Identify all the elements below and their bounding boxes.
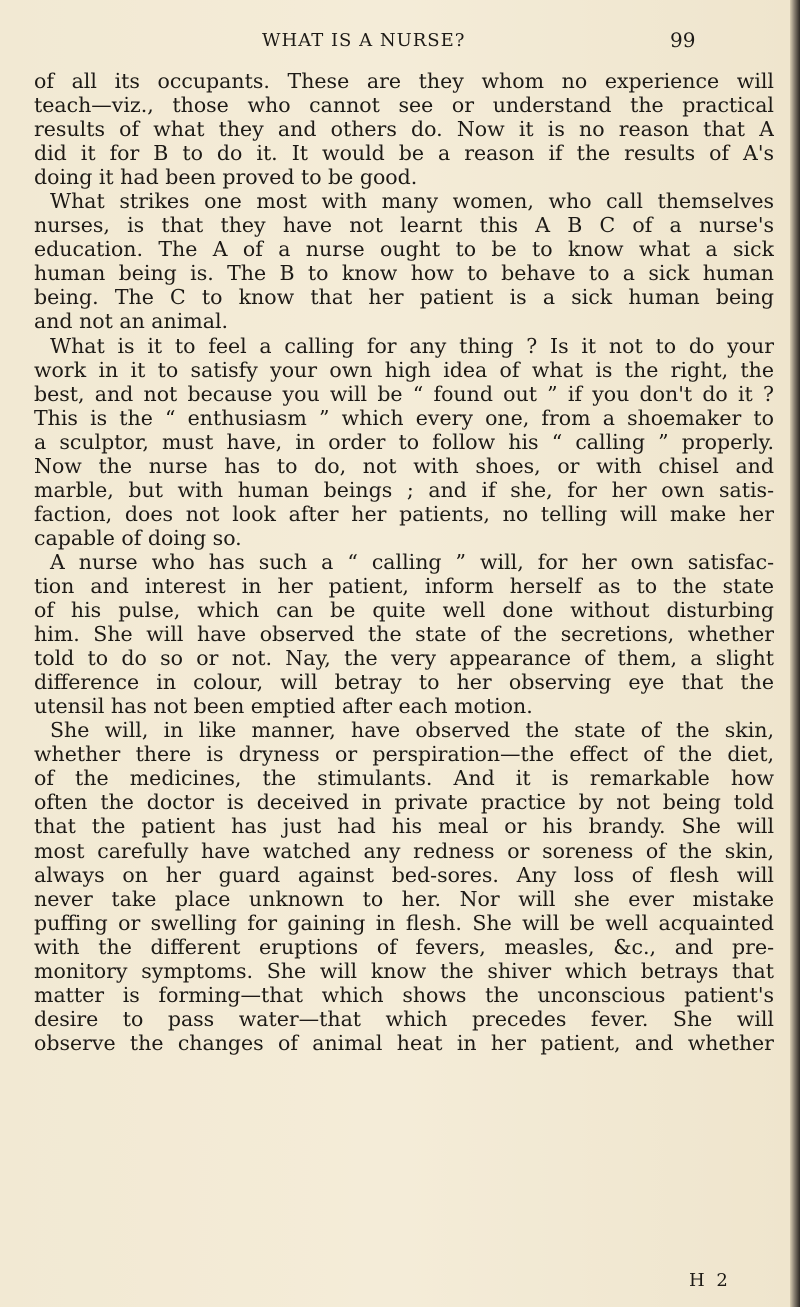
text-line: results of what they and others do. Now it is no reason that A — [34, 117, 774, 142]
text-line: often the doctor is deceived in private practice by not being told — [34, 790, 774, 815]
text-line: work in it to satisfy your own high idea of what is the right, the — [34, 357, 774, 382]
text-line: of his pulse, which can be quite well done without disturbing — [34, 598, 774, 623]
text-line: of all its occupants. These are they whom no experience will — [34, 69, 774, 93]
text-line: What is it to feel a calling for any thing ? Is it not to do your — [50, 333, 774, 358]
text-line: with the different eruptions of fevers, measles, &c., and pre- — [34, 934, 774, 959]
text-line: monitory symptoms. She will know the shiver which betrays that — [34, 958, 774, 983]
text-line: doing it had been proved to be good. — [34, 165, 418, 190]
text-line: This is the “ enthusiasm ” which every one, from a shoemaker to — [34, 405, 774, 430]
text-line: being. The C to know that her patient is a sick human being — [34, 285, 774, 310]
signature-mark: H 2 — [689, 1270, 731, 1291]
text-line: matter is forming—that which shows the unconscious patient's — [34, 982, 774, 1007]
running-title: WHAT IS A NURSE? — [262, 30, 466, 51]
text-line: a sculptor, must have, in order to follow his “ calling ” properly. — [34, 429, 774, 454]
text-line: puffing or swelling for gaining in flesh. She will be well acquainted — [34, 910, 774, 935]
text-line: A nurse who has such a “ calling ” will, for her own satisfac- — [50, 549, 774, 574]
text-line: and not an animal. — [34, 309, 229, 334]
text-line: that the patient has just had his meal or his brandy. She will — [34, 814, 774, 839]
page-edge-shadow — [790, 0, 800, 1307]
text-line: never take place unknown to her. Nor will she ever mistake — [34, 886, 774, 911]
text-line: education. The A of a nurse ought to be to know what a sick — [34, 237, 774, 262]
body-text — [34, 69, 774, 1055]
text-line: nurses, is that they have not learnt this A B C of a nurse's — [34, 213, 774, 238]
text-line: teach—viz., those who cannot see or understand the practical — [34, 93, 774, 118]
text-line: told to do so or not. Nay, the very appearance of them, a slight — [34, 646, 774, 671]
text-line: human being is. The B to know how to behave to a sick human — [34, 261, 774, 286]
text-line: best, and not because you will be “ found out ” if you don't do it ? — [34, 381, 774, 406]
text-line: observe the changes of animal heat in her patient, and whether — [34, 1030, 774, 1055]
text-line: What strikes one most with many women, who call themselves — [50, 189, 774, 214]
text-line: tion and interest in her patient, inform herself as to the state — [34, 573, 774, 598]
text-line: difference in colour, will betray to her observing eye that the — [34, 670, 774, 695]
text-line: She will, in like manner, have observed the state of the skin, — [50, 718, 774, 743]
text-line: whether there is dryness or perspiration—the effect of the diet, — [34, 742, 774, 767]
text-line: capable of doing so. — [34, 525, 242, 550]
text-line: him. She will have observed the state of the secretions, whether — [34, 622, 774, 647]
text-line: faction, does not look after her patients, no telling will make her — [34, 501, 774, 526]
text-line: always on her guard against bed-sores. Any loss of flesh will — [34, 862, 774, 887]
text-line: did it for B to do it. It would be a reason if the results of A's — [34, 141, 774, 166]
text-line: of the medicines, the stimulants. And it is remarkable how — [34, 766, 774, 791]
text-line: marble, but with human beings ; and if she, for her own satis- — [34, 477, 774, 502]
text-line: most carefully have watched any redness or soreness of the skin, — [34, 838, 774, 863]
text-line: utensil has not been emptied after each motion. — [34, 694, 533, 719]
text-line: Now the nurse has to do, not with shoes, or with chisel and — [34, 453, 774, 478]
text-line: desire to pass water—that which precedes fever. She will — [34, 1006, 774, 1031]
page-number: 99 — [670, 28, 696, 52]
